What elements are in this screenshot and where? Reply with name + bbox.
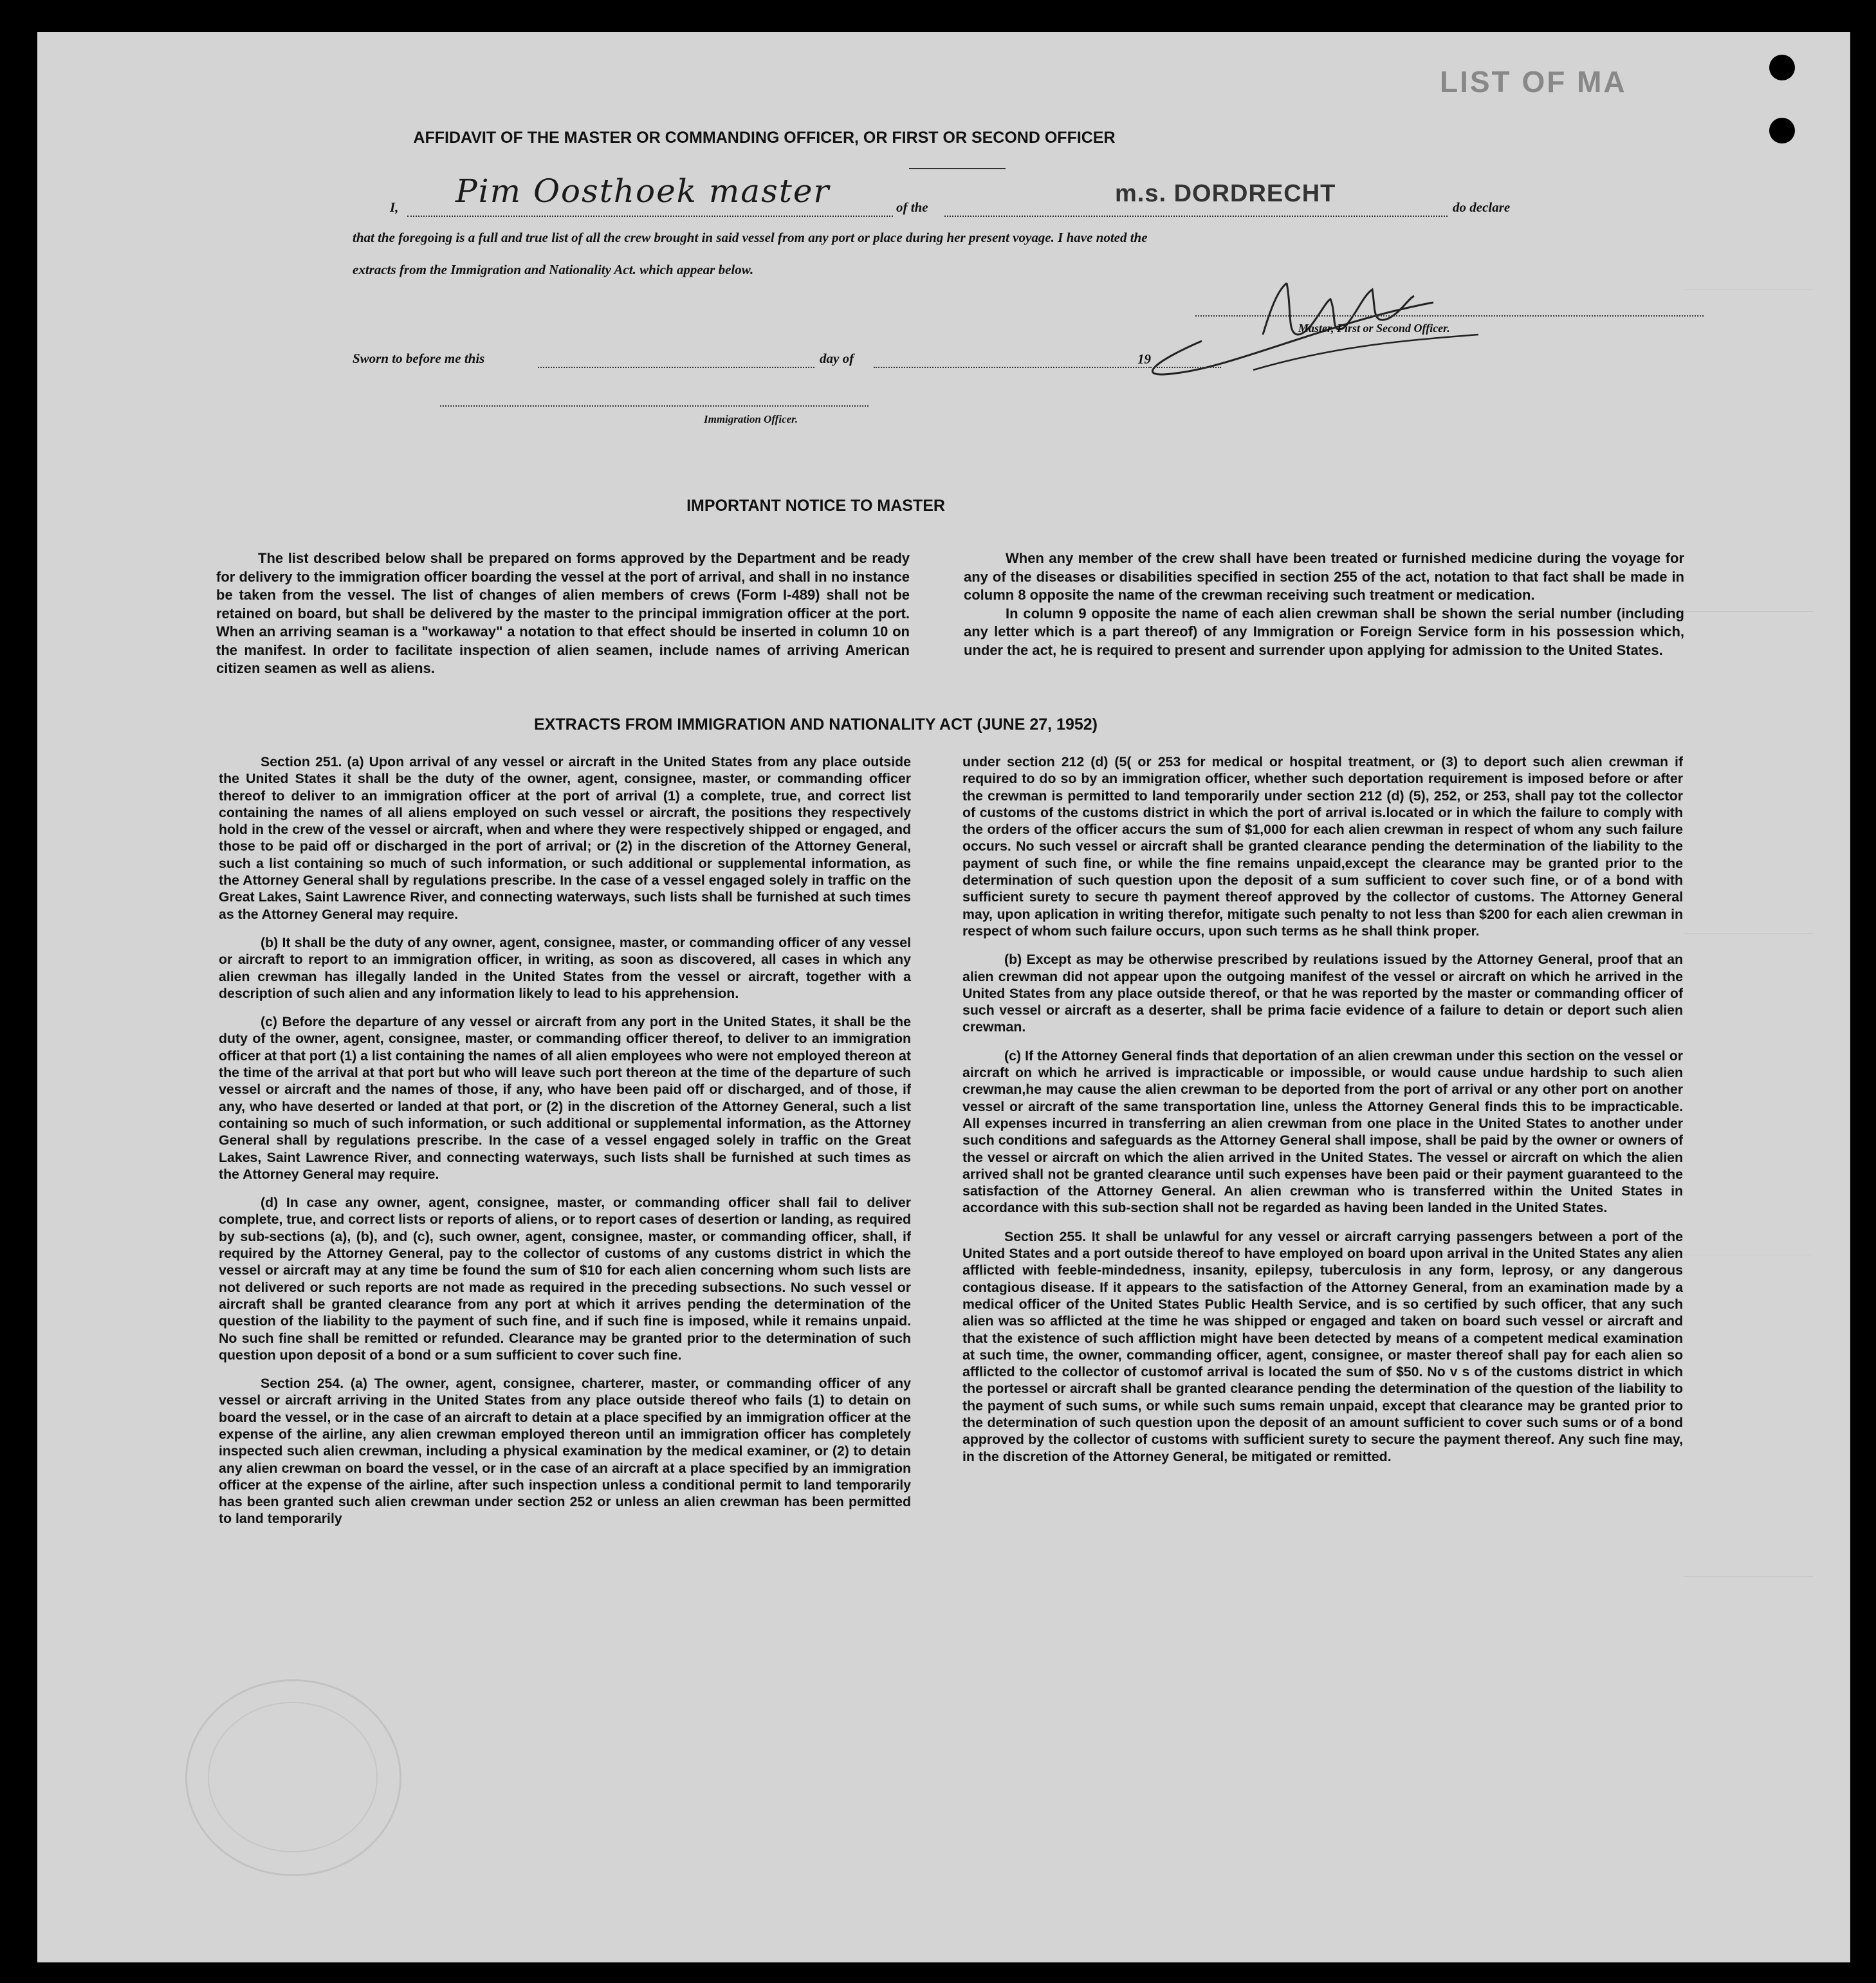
document-page [37, 32, 1850, 1962]
section-254a-continued: under section 212 (d) (5( or 253 for medical or hospital treatment, or (3) to deport such alien crewman if required to do so by an immigration officer, whether such deportation requirement is imposed before or after the crewman is permitted to land temporarily under section 212 (d) (5), 252, or 253, shall pay tot the collector of customs of the customs district in which the port of arrival is.located or in which the failure to comply with the orders of the officer accurs the sum of $1,000 for each alien crewman in respect of whom any such failure occurs. No such vessel or aircraft shall be granted clearance pending the determination of the liability to the payment of such fine, or while the fine remains unpaid,except the clearance may be granted prior to the determination of such question upon the deposit of a sum sufficient to cover such fine, or of a bond with sufficient surety to secure th payment thereof approved by the collector of customs. The Attorney General may, upon aplication in writing therefor, mitigate such penalty to not less than $200 for each alien crewman in respect of whom such failure occurs, upon such terms as he shall think proper. [962, 754, 1683, 939]
sworn-year-field[interactable] [1157, 367, 1221, 368]
year-prefix: 19 [1137, 351, 1151, 367]
do-declare-label: do declare [1453, 199, 1511, 215]
immigration-officer-line[interactable] [440, 405, 869, 407]
extracts-right-column [962, 753, 1683, 1477]
sworn-month-field[interactable] [874, 367, 1152, 368]
affidavit-title: AFFIDAVIT OF THE MASTER OR COMMANDING OFFICER, OR FIRST OR SECOND OFFICER [413, 129, 1116, 147]
of-the-label: of the [896, 199, 928, 215]
notice-left-column [216, 549, 910, 678]
notice-right-paragraph-2: In column 9 opposite the name of each alien crewman shall be shown the serial number (including any letter which is a part thereof) of any Immigration or Foreign Service form in his possession which, under the act, he is required to present and surrender upon applying for admission to the United States. [964, 605, 1684, 658]
extracts-left-column [219, 753, 911, 1539]
section-254b: (b) Except as may be otherwise prescribed by reulations issued by the Attorney General, proof that an alien crewman did not appear upon the outgoing manifest of the vessel or aircraft on which he arrived in the United States from any place outside thereof, or that he was reported by the master or commanding officer of such vessel or aircraft as a deserter, shall be prima facie evidence of a failure to detain or deport such alien crewman. [962, 952, 1683, 1035]
day-of-label: day of [820, 351, 854, 366]
vessel-field-line [944, 216, 1448, 217]
notice-title: IMPORTANT NOTICE TO MASTER [686, 497, 945, 515]
master-name-handwritten[interactable]: Pim Oosthoek master [455, 172, 831, 210]
section-254a: Section 254. (a) The owner, agent, consignee, charterer, master, or commanding officer of any vessel or aircraft arriving in the United States from any place outside thereof who fails (1) to detain on board the vessel, or in the case of an aircraft to detain at a place specified by an immigration officer at the expense of the airline, any alien crewman employed thereon until an immigration officer has completely inspected such alien crewman, including a physical examination by the medical examiner, or (2) to detain any alien crewman on board the vessel, or in the case of an aircraft at a place specified by an immigration officer at the expense of the airline, after such inspection unless a conditional permit to land temporarily has been granted such alien crewman under section 252 or unless an alien crewman has been permitted to land temporarily [219, 1376, 911, 1527]
section-251c: (c) Before the departure of any vessel or aircraft from any port in the United States, it shall be the duty of the owner, agent, consignee, master, or commanding officer thereof, to deliver to an immigration officer at that port (1) a list containing the names of all alien employees who were not employed thereon at the time of the arrival at that port but who will leave such port thereon at the time of the departure of such vessel or aircraft and the names of those, if any, who have been paid off or discharged, and of those, if any, who have deserted or landed at that port, or (2) in the discretion of the Attorney General, such a list containing so much of such information, or such additional or supplemental information, as the Attorney General shall by regulations prescribe. In the case of a vessel engaged solely in traffic on the Great Lakes, Saint Lawrence River, and connecting waterways, such lists shall be furnished at such times as the Attorney General may require. [219, 1014, 911, 1182]
section-254c: (c) If the Attorney General finds that deportation of an alien crewman under this section on the vessel or aircraft on which he arrived is impracticable or impossible, or would cause undue hardship to such alien crewman,he may cause the alien crewman to be deported from the port of arrival or any other port on another vessel or aircraft of the same transportation line, unless the Attorney General finds this to be impracticable. All expenses incurred in transferring an alien crewman from one place in the United States to another under such conditions and safeguards as the Attorney General shall impose, shall be paid by the owner or owners of the vessel or aircraft on which the alien arrived in the United States. The vessel or aircraft on which the alien arrived shall not be granted clearance until such expenses have been paid or their payment guaranteed to the satisfaction of the Attorney General. An alien crewman who is transferred within the United States in accordance with this sub-section shall not be regarded as having been landed in the United States. [962, 1047, 1683, 1216]
name-field-line [407, 216, 893, 217]
statement-line-2: extracts from the Immigration and Nationality Act. which appear below. [353, 262, 754, 277]
section-251a: Section 251. (a) Upon arrival of any vessel or aircraft in the United States from any place outside the United States it shall be the duty of the owner, agent, consignee, master, or commanding officer thereof to deliver to an immigration officer at the port of arrival (1) a complete, true, and correct list containing the names of all aliens employed on such vessel or aircraft, the positions they respectively hold in the crew of the vessel or aircraft, when and where they were respectively shipped or engaged, and those to be paid off or discharged in the port of arrival; or (2) in the discretion of the Attorney General, such a list containing so much of such information, or such additional or supplemental information, as the Attorney General shall by regulations prescribe. In the case of a vessel engaged solely in traffic on the Great Lakes, Saint Lawrence River, and connecting waterways, such lists shall be furnished at such times as the Attorney General may require. [219, 754, 911, 922]
bleed-line [1684, 933, 1813, 934]
notice-right-paragraph-1: When any member of the crew shall have been treated or furnished medicine during the voyage for any of the diseases or disabilities specified in section 255 of the act, notation to that fact shall be made in column 8 opposite the name of the crewman receiving such treatment or medication. [964, 550, 1684, 603]
bleed-through-text: LIST OF MA [1440, 65, 1627, 98]
faint-stamp-inner [208, 1702, 378, 1852]
notice-left-paragraph: The list described below shall be prepared on forms approved by the Department and be ready for delivery to the immigration officer boarding the vessel at the port of arrival, and shall in no instance be taken from the vessel. The list of changes of alien members of crews (Form I-489) shall not be retained on board, but shall be delivered by the master to the principal immigration officer at the port. When an arriving seaman is a "workaway" a notation to that effect should be inserted in column 10 on the manifest. In order to facilitate inspection of alien seamen, include names of arriving American citizen seamen as well as aliens. [216, 550, 910, 676]
sworn-label: Sworn to before me this [353, 351, 485, 366]
title-rule [909, 168, 1006, 169]
statement-line-1: that the foregoing is a full and true list of all the crew brought in said vessel from any port or place during her present voyage. I have noted the [353, 230, 1148, 245]
signature-field-line [1195, 315, 1704, 317]
section-251d: (d) In case any owner, agent, consignee, master, or commanding officer shall fail to deliver complete, true, and correct lists or reports of aliens, or to report cases of desertion or landing, as required by sub-sections (a), (b), and (c), such owner, agent, consignee, master, or commanding officer, shall, if required by the Attorney General, pay to the collector of customs of any customs district in which the vessel or aircraft may at any time be found the sum of $10 for each alien concerning whom such lists are not delivered or such reports are not made as required in the preceding subsections. No such vessel or aircraft shall be granted clearance from any port at which it arrives pending the determination of the question of the liability to the payment of such fine, and if such fine is imposed, while it remains unpaid. No such fine shall be remitted or refunded. Clearance may be granted prior to the determination of such question upon deposit of a bond or a sum sufficient to cover such fine. [219, 1195, 911, 1363]
extracts-title: EXTRACTS FROM IMMIGRATION AND NATIONALITY ACT (JUNE 27, 1952) [534, 715, 1098, 733]
punch-hole [1769, 118, 1795, 143]
punch-hole [1769, 55, 1795, 80]
vessel-name[interactable]: m.s. DORDRECHT [1115, 180, 1336, 207]
section-251b: (b) It shall be the duty of any owner, agent, consignee, master, or commanding officer of any vessel or aircraft to report to an immigration officer, in writing, as soon as discovered, all cases in which any alien crewman has illegally landed in the United States from the vessel or aircraft, together with a description of such alien and any information likely to lead to his apprehension. [219, 934, 911, 1001]
i-label: I, [390, 199, 399, 215]
bleed-line [1684, 1576, 1813, 1577]
signature-caption: Master, First or Second Officer. [1298, 322, 1450, 335]
sworn-day-field[interactable] [538, 367, 814, 368]
notice-right-column [964, 549, 1684, 659]
bleed-line [1684, 611, 1813, 612]
immigration-officer-caption: Immigration Officer. [704, 413, 798, 425]
section-255: Section 255. It shall be unlawful for any vessel or aircraft carrying passengers between a port of the United States and a port outside thereof to have employed on board upon arrival in the United States any alien afflicted with feeble-mindedness, insanity, epilepsy, tuberculosis in any form, leprosy, or any dangerous contagious disease. If it appears to the satisfaction of the Attorney General, from an examination made by a medical officer of the United States Public Health Service, and is so certified by such officer, that any such alien was so afflicted at the time he was shipped or engaged and taken on board such vessel or aircraft and that the existence of such affliction might have been detected by means of a competent medical examination at such time, the owner, commanding officer, agent, consignee, or master thereof shall pay for each alien so afflicted to the collector of customof arrival is located the sum of $50. No v s of the customs district in which the portessel or aircraft shall be granted clearance pending the determination of the question of the liability to the payment of such sums, or while such sums remain unpaid, except that clearance may be granted prior to the determination of such question upon the deposit of an amount sufficient to cover such sums or of a bond approved by the collector of customs with sufficient surety to secure the payment thereof. Any such fine may, in the discretion of the Attorney General, be mitigated or remitted. [962, 1228, 1683, 1464]
